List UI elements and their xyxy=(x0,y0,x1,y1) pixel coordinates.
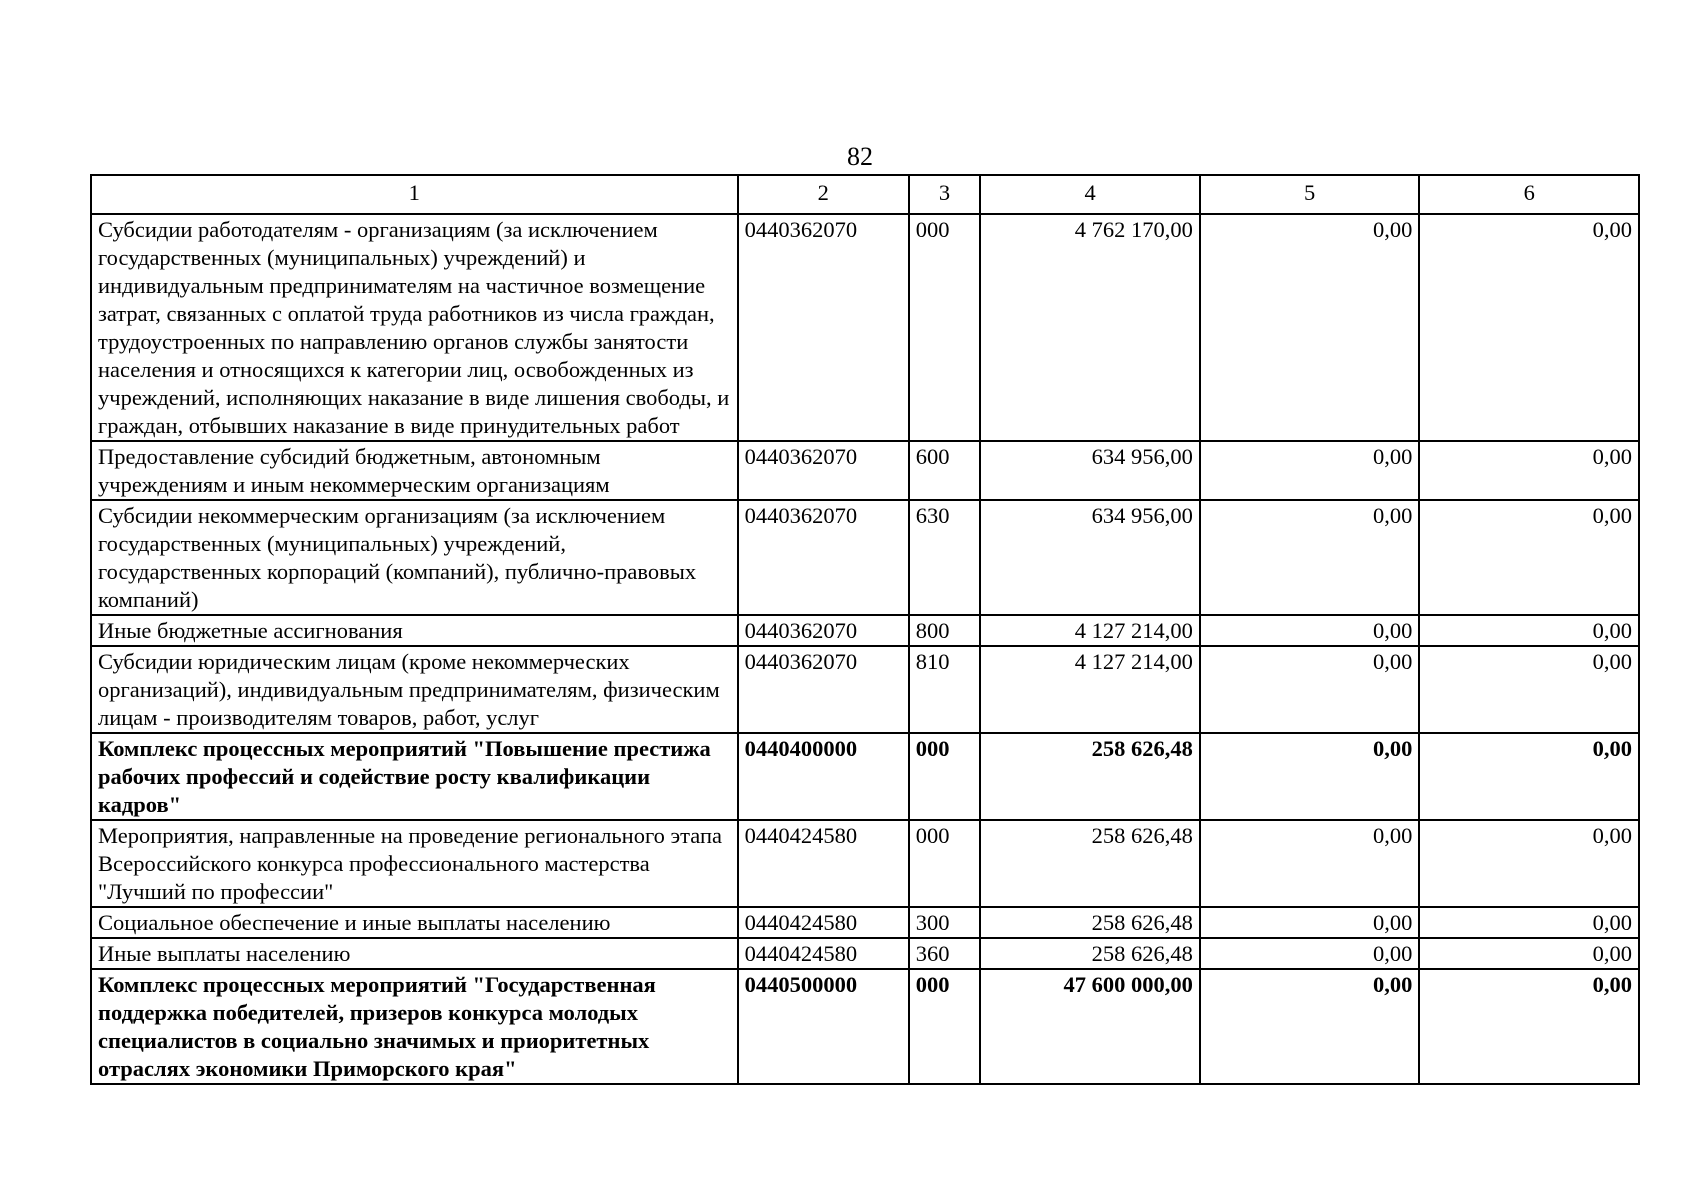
row-value-5: 0,00 xyxy=(1200,646,1420,733)
row-type: 000 xyxy=(909,733,981,820)
row-value-6: 0,00 xyxy=(1419,938,1639,969)
row-name: Предоставление субсидий бюджетным, автономным учреждениям и иным некоммерческим организациям xyxy=(91,441,738,500)
row-name: Социальное обеспечение и иные выплаты населению xyxy=(91,907,738,938)
row-type: 000 xyxy=(909,969,981,1084)
table-row xyxy=(91,938,1639,969)
row-code: 0440424580 xyxy=(738,907,909,938)
row-value-6: 0,00 xyxy=(1419,733,1639,820)
row-value-6: 0,00 xyxy=(1419,820,1639,907)
row-type: 800 xyxy=(909,615,981,646)
row-value-4: 634 956,00 xyxy=(980,500,1200,615)
row-value-5: 0,00 xyxy=(1200,820,1420,907)
row-value-4: 47 600 000,00 xyxy=(980,969,1200,1084)
row-type: 360 xyxy=(909,938,981,969)
row-name: Субсидии работодателям - организациям (за исключением государственных (муниципальных) учреждений) и индивидуальным предпринимателям на частичное возмещение затрат, связанных с оплатой труда работников из числа граждан, трудоустроенных по направлению органов службы занятости населения и относящихся к категории лиц, освобожденных из учреждений, исполняющих наказание в виде лишения свободы, и граждан, отбывших наказание в виде принудительных работ xyxy=(91,214,738,441)
row-value-5: 0,00 xyxy=(1200,500,1420,615)
column-header-2: 2 xyxy=(738,175,909,214)
row-value-5: 0,00 xyxy=(1200,214,1420,441)
row-value-4: 4 127 214,00 xyxy=(980,615,1200,646)
row-code: 0440362070 xyxy=(738,500,909,615)
table-row xyxy=(91,907,1639,938)
row-code: 0440362070 xyxy=(738,615,909,646)
row-code: 0440362070 xyxy=(738,214,909,441)
row-value-5: 0,00 xyxy=(1200,441,1420,500)
table-row xyxy=(91,500,1639,615)
row-value-6: 0,00 xyxy=(1419,646,1639,733)
column-header-4: 4 xyxy=(980,175,1200,214)
column-header-5: 5 xyxy=(1200,175,1420,214)
row-code: 0440500000 xyxy=(738,969,909,1084)
row-value-6: 0,00 xyxy=(1419,500,1639,615)
row-name: Комплекс процессных мероприятий "Повышение престижа рабочих профессий и содействие росту квалификации кадров" xyxy=(91,733,738,820)
table-row xyxy=(91,615,1639,646)
row-code: 0440424580 xyxy=(738,938,909,969)
row-name: Иные выплаты населению xyxy=(91,938,738,969)
table-row-section xyxy=(91,969,1639,1084)
budget-table xyxy=(90,174,1640,1085)
column-header-6: 6 xyxy=(1419,175,1639,214)
row-value-5: 0,00 xyxy=(1200,938,1420,969)
row-name: Иные бюджетные ассигнования xyxy=(91,615,738,646)
row-value-5: 0,00 xyxy=(1200,615,1420,646)
row-value-5: 0,00 xyxy=(1200,733,1420,820)
header-row xyxy=(91,175,1639,214)
table-row xyxy=(91,646,1639,733)
column-header-3: 3 xyxy=(909,175,981,214)
row-code: 0440424580 xyxy=(738,820,909,907)
row-name: Субсидии юридическим лицам (кроме некоммерческих организаций), индивидуальным предпринимателям, физическим лицам - производителям товаров, работ, услуг xyxy=(91,646,738,733)
row-value-5: 0,00 xyxy=(1200,907,1420,938)
row-value-6: 0,00 xyxy=(1419,969,1639,1084)
row-type: 000 xyxy=(909,214,981,441)
row-type: 300 xyxy=(909,907,981,938)
table-row xyxy=(91,441,1639,500)
row-type: 000 xyxy=(909,820,981,907)
row-name: Субсидии некоммерческим организациям (за исключением государственных (муниципальных) учреждений, государственных корпораций (компаний), публично-правовых компаний) xyxy=(91,500,738,615)
row-type: 810 xyxy=(909,646,981,733)
row-name: Комплекс процессных мероприятий "Государственная поддержка победителей, призеров конкурса молодых специалистов в социально значимых и приоритетных отраслях экономики Приморского края" xyxy=(91,969,738,1084)
row-value-4: 4 762 170,00 xyxy=(980,214,1200,441)
row-value-4: 258 626,48 xyxy=(980,733,1200,820)
row-value-4: 258 626,48 xyxy=(980,938,1200,969)
row-value-6: 0,00 xyxy=(1419,907,1639,938)
row-value-6: 0,00 xyxy=(1419,441,1639,500)
row-value-4: 258 626,48 xyxy=(980,907,1200,938)
row-code: 0440362070 xyxy=(738,441,909,500)
row-value-4: 258 626,48 xyxy=(980,820,1200,907)
row-value-4: 634 956,00 xyxy=(980,441,1200,500)
row-value-6: 0,00 xyxy=(1419,214,1639,441)
row-code: 0440400000 xyxy=(738,733,909,820)
row-type: 630 xyxy=(909,500,981,615)
table-row xyxy=(91,820,1639,907)
row-value-5: 0,00 xyxy=(1200,969,1420,1084)
row-code: 0440362070 xyxy=(738,646,909,733)
row-value-4: 4 127 214,00 xyxy=(980,646,1200,733)
row-type: 600 xyxy=(909,441,981,500)
row-value-6: 0,00 xyxy=(1419,615,1639,646)
column-header-1: 1 xyxy=(91,175,738,214)
row-name: Мероприятия, направленные на проведение регионального этапа Всероссийского конкурса профессионального мастерства "Лучший по профессии" xyxy=(91,820,738,907)
table-row-section xyxy=(91,733,1639,820)
page-number: 82 xyxy=(847,142,873,171)
table-row xyxy=(91,214,1639,441)
